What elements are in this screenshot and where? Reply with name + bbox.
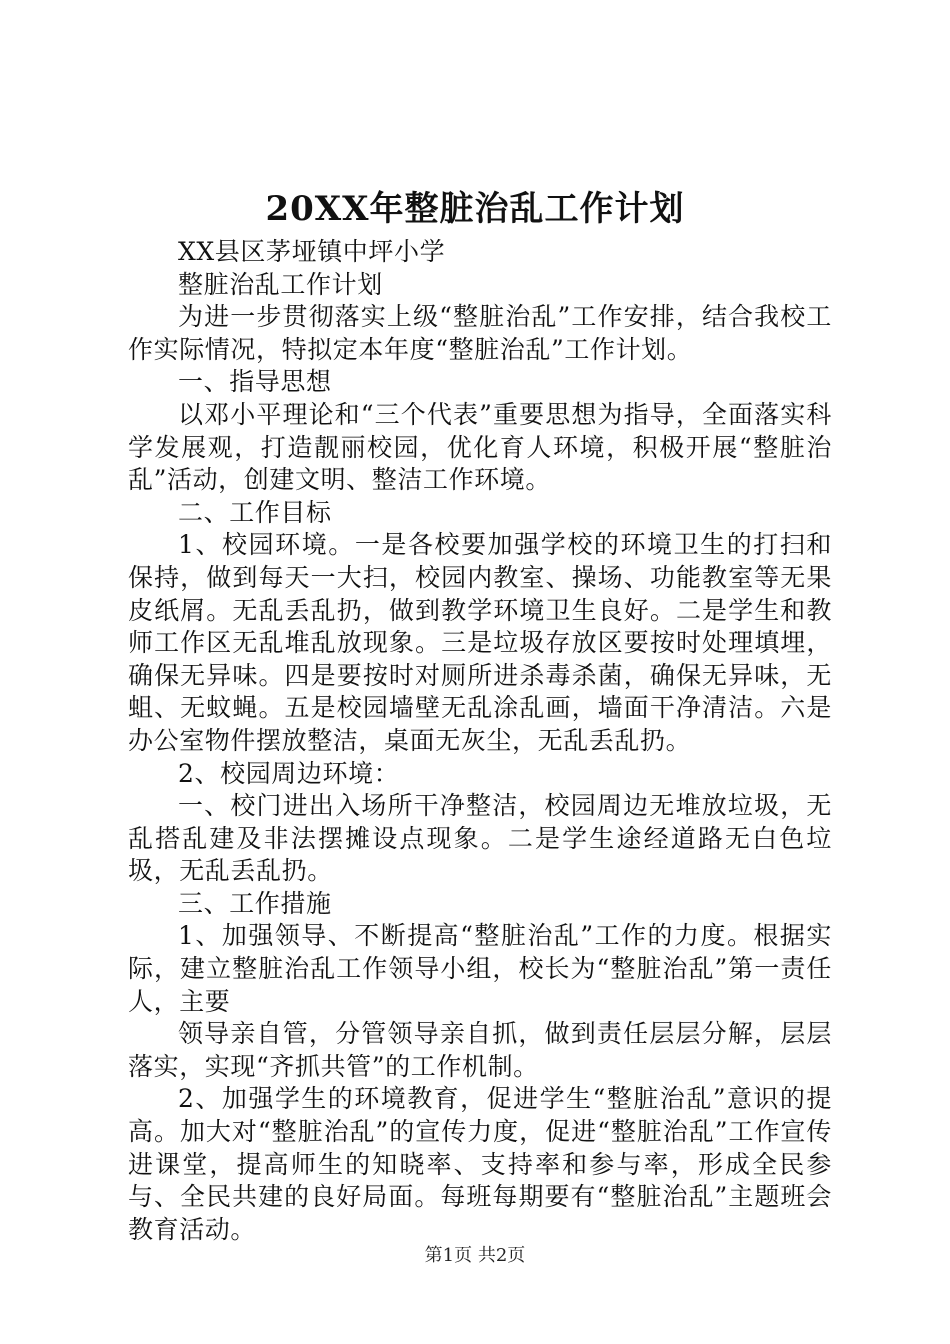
goal-surrounding-paragraph: 一、校门进出入场所干净整洁，校园周边无堆放垃圾，无乱搭乱建及非法摆摊设点现象。二是学生途经道路无白色垃圾，无乱丢乱扔。	[128, 791, 832, 886]
measure-education: 2、加强学生的环境教育，促进学生“整脏治乱”意识的提高。加大对“整脏治乱”的宣传力度，促进“整脏治乱”工作宣传进课堂，提高师生的知晓率、支持率和参与率，形成全民参与、全民共建的良好局面。每班每期要有“整脏治乱”主题班会教育活动。	[128, 1084, 832, 1244]
goal-surrounding-heading: 2、校园周边环境：	[178, 758, 400, 788]
guiding-thought-paragraph: 以邓小平理论和“三个代表”重要思想为指导，全面落实科学发展观，打造靓丽校园，优化育人环境，积极开展“整脏治乱”活动，创建文明、整洁工作环境。	[128, 399, 832, 495]
document-body	[128, 236, 832, 1246]
measure-leadership: 1、加强领导、不断提高“整脏治乱”工作的力度。根据实际，建立整脏治乱工作领导小组，校长为“整脏治乱”第一责任人，主要	[128, 921, 832, 1016]
document-title: 20XX年整脏治乱工作计划	[265, 189, 685, 229]
intro-paragraph: 为进一步贯彻落实上级“整脏治乱”工作安排，结合我校工作实际情况，特拟定本年度“整脏治乱”工作计划。	[128, 302, 832, 364]
measure-leadership-continued: 领导亲自管，分管领导亲自抓，做到责任层层分解，层层落实，实现“齐抓共管”的工作机制。	[128, 1019, 832, 1081]
page-footer: 第1页 共2页	[424, 1245, 526, 1266]
section-heading-work-measures: 三、工作措施	[178, 888, 332, 918]
school-name-line: XX县区茅垭镇中坪小学	[178, 237, 446, 266]
goal-campus-environment: 1、校园环境。一是各校要加强学校的环境卫生的打扫和保持，做到每天一大扫，校园内教室、操场、功能教室等无果皮纸屑。无乱丢乱扔，做到教学环境卫生良好。二是学生和教师工作区无乱堆乱放现象。三是垃圾存放区要按时处理填埋，确保无异味。四是要按时对厕所进杀毒杀菌，确保无异味，无蛆、无蚊蝇。五是校园墙壁无乱涂乱画，墙面干净清洁。六是办公室物件摆放整洁，桌面无灰尘，无乱丢乱扔。	[128, 530, 832, 755]
section-heading-work-goals: 二、工作目标	[178, 497, 332, 527]
plan-subtitle: 整脏治乱工作计划	[178, 269, 383, 299]
section-heading-guiding-thought: 一、指导思想	[178, 367, 332, 397]
